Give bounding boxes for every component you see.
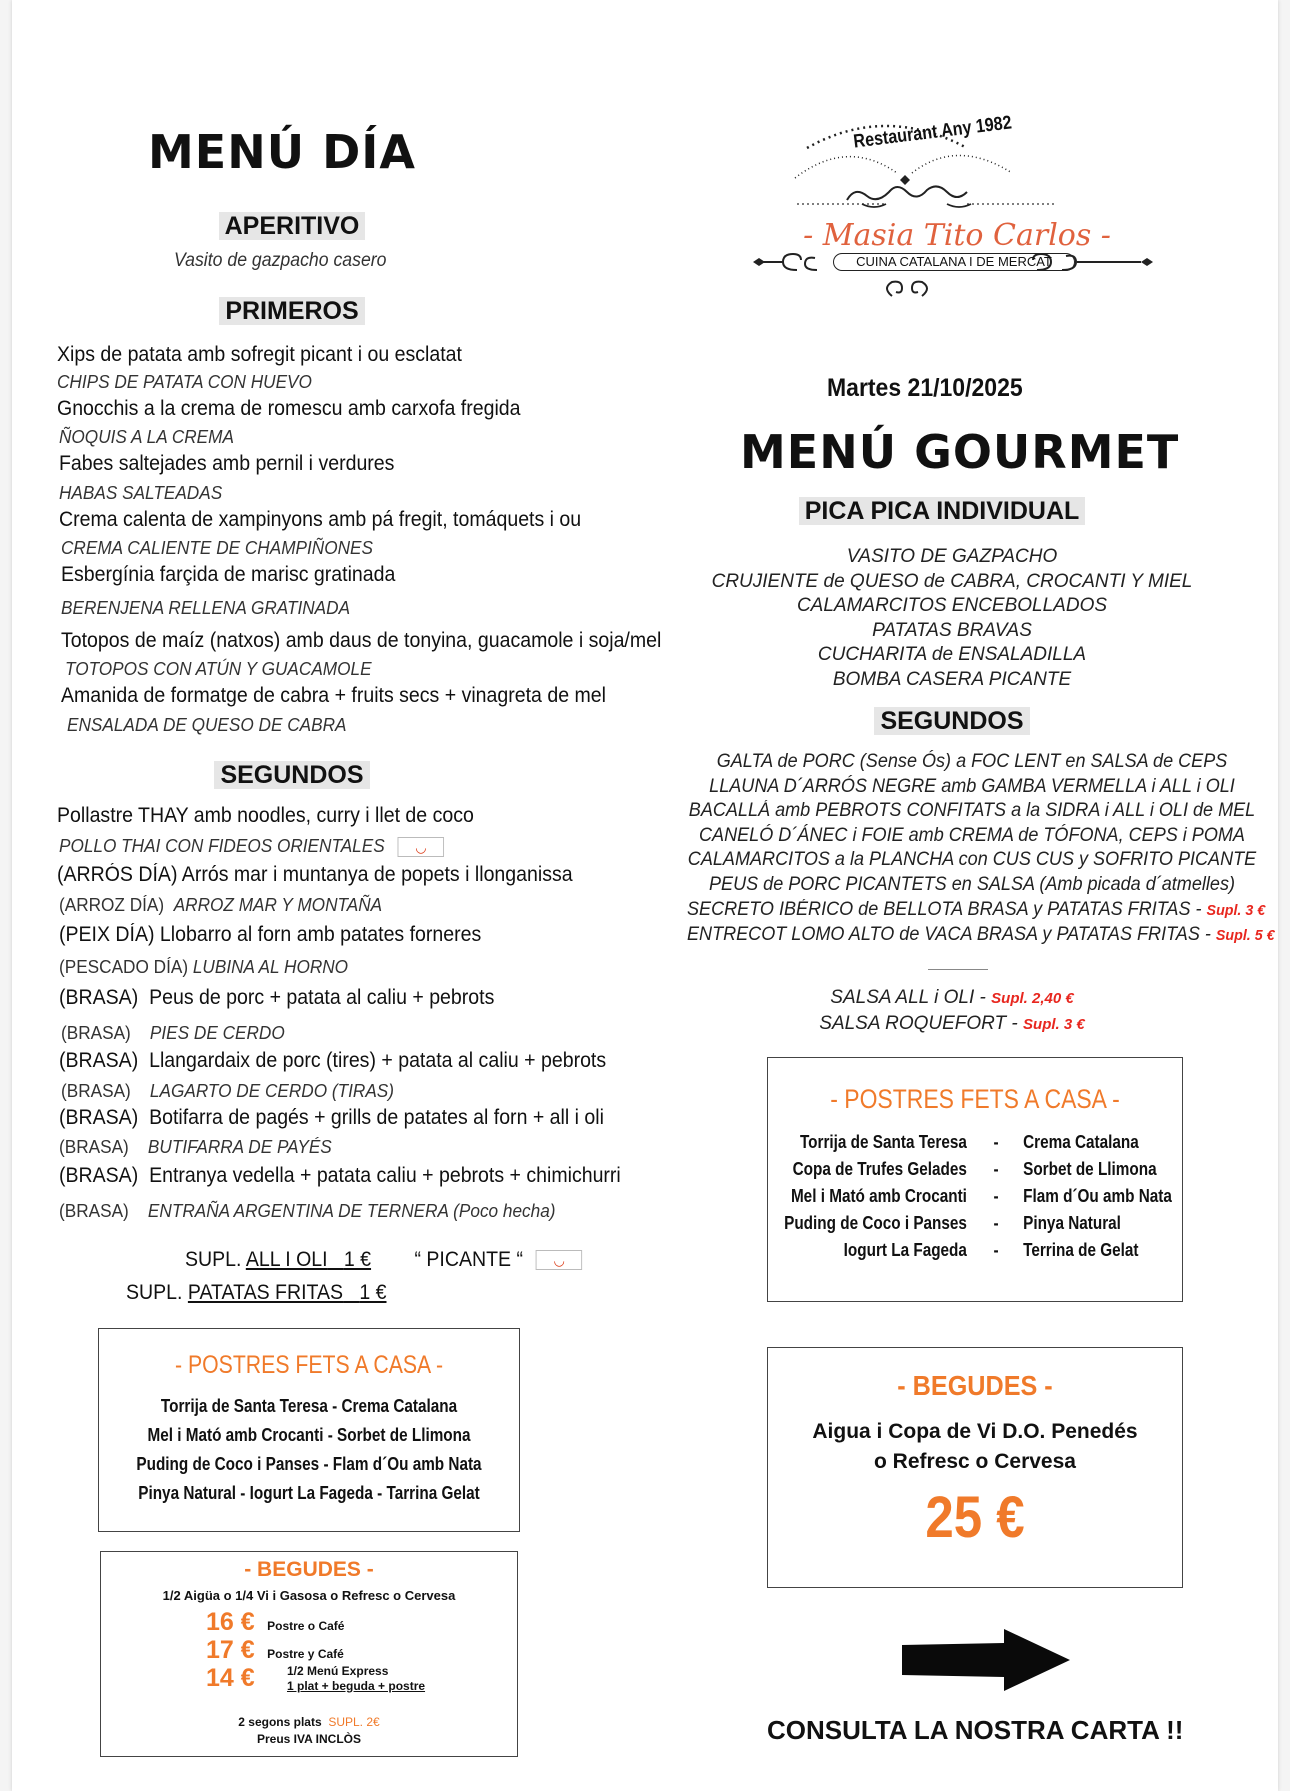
iva-note: Preus IVA INCLÒS: [256, 1732, 362, 1746]
aperitivo-heading: APERITIVO: [172, 212, 412, 241]
primeros-trans: CHIPS DE PATATA CON HUEVO: [57, 371, 312, 392]
primeros-trans: ENSALADA DE QUESO DE CABRA: [67, 714, 347, 735]
arrow-right-icon: [900, 1627, 1072, 1693]
primeros-dish: Crema calenta de xampinyons amb pá fregit, tomáquets i ou: [59, 508, 582, 531]
primeros-dish: Esbergínia farçida de marisc gratinada: [61, 563, 396, 586]
gourmet-dish: LLAUNA D´ARRÓS NEGRE amb GAMBA VERMELLA i ALL i OLI: [709, 775, 1235, 797]
menu-date: Martes 21/10/2025: [827, 374, 1023, 402]
gourmet-dish: PEUS de PORC PICANTETS en SALSA (Amb picada d´atmelles): [708, 873, 1235, 895]
gourmet-segundos-list: [672, 750, 1275, 949]
gourmet-dish: CALAMARCITOS a la PLANCHA con CUS CUS y SOFRITO PICANTE: [687, 849, 1257, 871]
begudes-price-row: 17 € Postre y Café: [206, 1636, 344, 1664]
segundos-trans: (BRASA) ENTRAÑA ARGENTINA DE TERNERA (Poco hecha): [59, 1200, 556, 1221]
pica-list: [702, 545, 1202, 693]
primeros-trans: HABAS SALTEADAS: [59, 482, 223, 503]
primeros-trans: ÑOQUIS A LA CREMA: [59, 426, 234, 447]
begudes-box-right: [767, 1347, 1183, 1588]
salsa-item: SALSA ALL i OLI - Supl. 2,40 €: [830, 987, 1074, 1008]
primeros-dish: Xips de patata amb sofregit picant i ou esclatat: [57, 343, 462, 366]
pica-item: CALAMARCITOS ENCEBOLLADOS: [796, 595, 1108, 617]
gourmet-dish: GALTA de PORC (Sense Ós) a FOC LENT en SALSA de CEPS: [716, 751, 1228, 772]
postres-box-left: [98, 1328, 520, 1532]
segundos-trans: (PESCADO DÍA) LUBINA AL HORNO: [59, 956, 349, 977]
primeros-trans: TOTOPOS CON ATÚN Y GUACAMOLE: [65, 658, 372, 679]
gourmet-price: 25 €: [925, 1485, 1025, 1550]
postres-table: [768, 1129, 1186, 1264]
postres-row: Mel i Mató amb Crocanti - Flam d´Ou amb Nata: [790, 1186, 1172, 1206]
primeros-trans: BERENJENA RELLENA GRATINADA: [61, 597, 351, 618]
postres-row: Torrija de Santa Teresa - Crema Catalana: [799, 1132, 1139, 1152]
menu-dia-title: MENÚ DÍA: [148, 125, 416, 179]
postres-line: Puding de Coco i Panses - Flam d´Ou amb Nata: [136, 1454, 482, 1474]
pica-item: CRUJIENTE de QUESO de CABRA, CROCANTI Y MIEL: [711, 570, 1193, 592]
logo-top-text: Restaurant Any 1982: [852, 112, 1013, 153]
salsas-list: [772, 986, 1132, 1037]
segundos-trans: (BRASA) BUTIFARRA DE PAYÉS: [59, 1136, 332, 1157]
primeros-heading: PRIMEROS: [172, 297, 412, 326]
postres-line: Mel i Mató amb Crocanti - Sorbet de Llimona: [147, 1425, 471, 1445]
menu-express-desc: 1/2 Menú Express 1 plat + beguda + postre: [287, 1664, 426, 1693]
segundos-trans: (BRASA) LAGARTO DE CERDO (TIRAS): [61, 1080, 395, 1101]
begudes-drinks: 1/2 Aigüa o 1/4 Vi i Gasosa o Refresc o Cervesa: [162, 1588, 456, 1603]
segundos-dish: (BRASA) Peus de porc + patata al caliu + pebrots: [59, 986, 495, 1009]
begudes-heading: - BEGUDES -: [897, 1370, 1053, 1401]
pica-heading: PICA PICA INDIVIDUAL: [792, 497, 1092, 526]
primeros-dish: Fabes saltejades amb pernil i verdures: [59, 452, 395, 475]
segundos-dish: Pollastre THAY amb noodles, curry i llet de coco: [57, 804, 474, 827]
primeros-dish: Totopos de maíz (natxos) amb daus de tonyina, guacamole i soja/mel: [61, 629, 662, 652]
begudes-heading: - BEGUDES -: [244, 1558, 374, 1581]
begudes-note: 2 segons plats SUPL. 2€: [238, 1715, 380, 1729]
segundos-trans: POLLO THAI CON FIDEOS ORIENTALES ◡: [59, 835, 444, 857]
postres-row: Puding de Coco i Panses - Pinya Natural: [784, 1213, 1121, 1233]
gourmet-dish: ENTRECOT LOMO ALTO de VACA BRASA y PATATAS FRITAS - Supl. 5 €: [687, 924, 1275, 946]
supl-patatas-fritas: SUPL. PATATAS FRITAS 1 €: [126, 1281, 387, 1304]
segundos-dish: (BRASA) Entranya vedella + patata caliu + pebrots + chimichurri: [59, 1164, 621, 1187]
divider: [928, 969, 988, 970]
postres-row: Copa de Trufes Gelades - Sorbet de Llimona: [792, 1159, 1157, 1179]
begudes-line: o Refresc o Cervesa: [874, 1450, 1076, 1473]
begudes-price-row: 16 € Postre o Café: [206, 1608, 345, 1636]
postres-line: Pinya Natural - Iogurt La Fageda - Tarrina Gelat: [138, 1483, 480, 1503]
primeros-trans: CREMA CALIENTE DE CHAMPIÑONES: [61, 537, 373, 558]
gourmet-dish: SECRETO IBÉRICO de BELLOTA BRASA y PATATAS FRITAS - Supl. 3 €: [687, 898, 1266, 920]
gourmet-segundos-heading: SEGUNDOS: [842, 707, 1062, 736]
segundos-trans: (ARROZ DÍA) ARROZ MAR Y MONTAÑA: [59, 894, 383, 915]
supl-all-i-oli: SUPL. ALL I OLI 1 € “ PICANTE “ ◡: [185, 1247, 582, 1273]
segundos-trans: (BRASA) PIES DE CERDO: [61, 1022, 285, 1043]
logo-subtitle: CUINA CATALANA I DE MERCAT: [833, 253, 1075, 271]
primeros-dish: Gnocchis a la crema de romescu amb carxofa fregida: [57, 397, 521, 420]
segundos-dish: (ARRÓS DÍA) Arrós mar i muntanya de popets i llonganissa: [57, 863, 573, 886]
begudes-line: Aigua i Copa de Vi D.O. Penedés: [812, 1420, 1138, 1443]
gourmet-dish: BACALLÁ amb PEBROTS CONFITATS a la SIDRA i ALL i OLI de MEL: [688, 800, 1256, 822]
segundos-dish: (PEIX DÍA) Llobarro al forn amb patates forneres: [59, 923, 482, 946]
logo-name: - Masia Tito Carlos -: [803, 218, 1111, 253]
pica-item: VASITO DE GAZPACHO: [846, 546, 1058, 567]
salsa-item: SALSA ROQUEFORT - Supl. 3 €: [819, 1012, 1085, 1034]
primeros-dish: Amanida de formatge de cabra + fruits secs + vinagreta de mel: [61, 684, 606, 707]
aperitivo-item: Vasito de gazpacho casero: [174, 250, 387, 271]
segundos-heading: SEGUNDOS: [172, 761, 412, 790]
pica-item: CUCHARITA de ENSALADILLA: [817, 644, 1087, 666]
pica-item: PATATAS BRAVAS: [872, 619, 1032, 641]
chili-icon: ◡: [398, 837, 445, 857]
begudes-price-row: 14 €: [206, 1664, 255, 1692]
pica-item: BOMBA CASERA PICANTE: [832, 668, 1072, 690]
segundos-dish: (BRASA) Botifarra de pagés + grills de patates al forn + all i oli: [59, 1106, 604, 1129]
segundos-dish: (BRASA) Llangardaix de porc (tires) + patata al caliu + pebrots: [59, 1049, 607, 1072]
gourmet-dish: CANELÓ D´ÁNEC i FOIE amb CREMA de TÓFONA, CEPS i POMA: [699, 824, 1245, 846]
menu-page: [12, 0, 1278, 1791]
postres-row: Iogurt La Fageda - Terrina de Gelat: [843, 1240, 1139, 1260]
chili-icon: ◡: [536, 1250, 583, 1270]
postres-heading: - POSTRES FETS A CASA -: [174, 1351, 444, 1379]
postres-line: Torrija de Santa Teresa - Crema Catalana: [160, 1396, 458, 1416]
begudes-box-left: [100, 1551, 518, 1757]
restaurant-logo: [747, 108, 1167, 308]
postres-heading: - POSTRES FETS A CASA -: [830, 1084, 1120, 1114]
postres-box-right: [767, 1057, 1183, 1302]
consulta-carta: CONSULTA LA NOSTRA CARTA !!: [767, 1715, 1184, 1745]
menu-gourmet-title: MENÚ GOURMET: [740, 425, 1180, 479]
